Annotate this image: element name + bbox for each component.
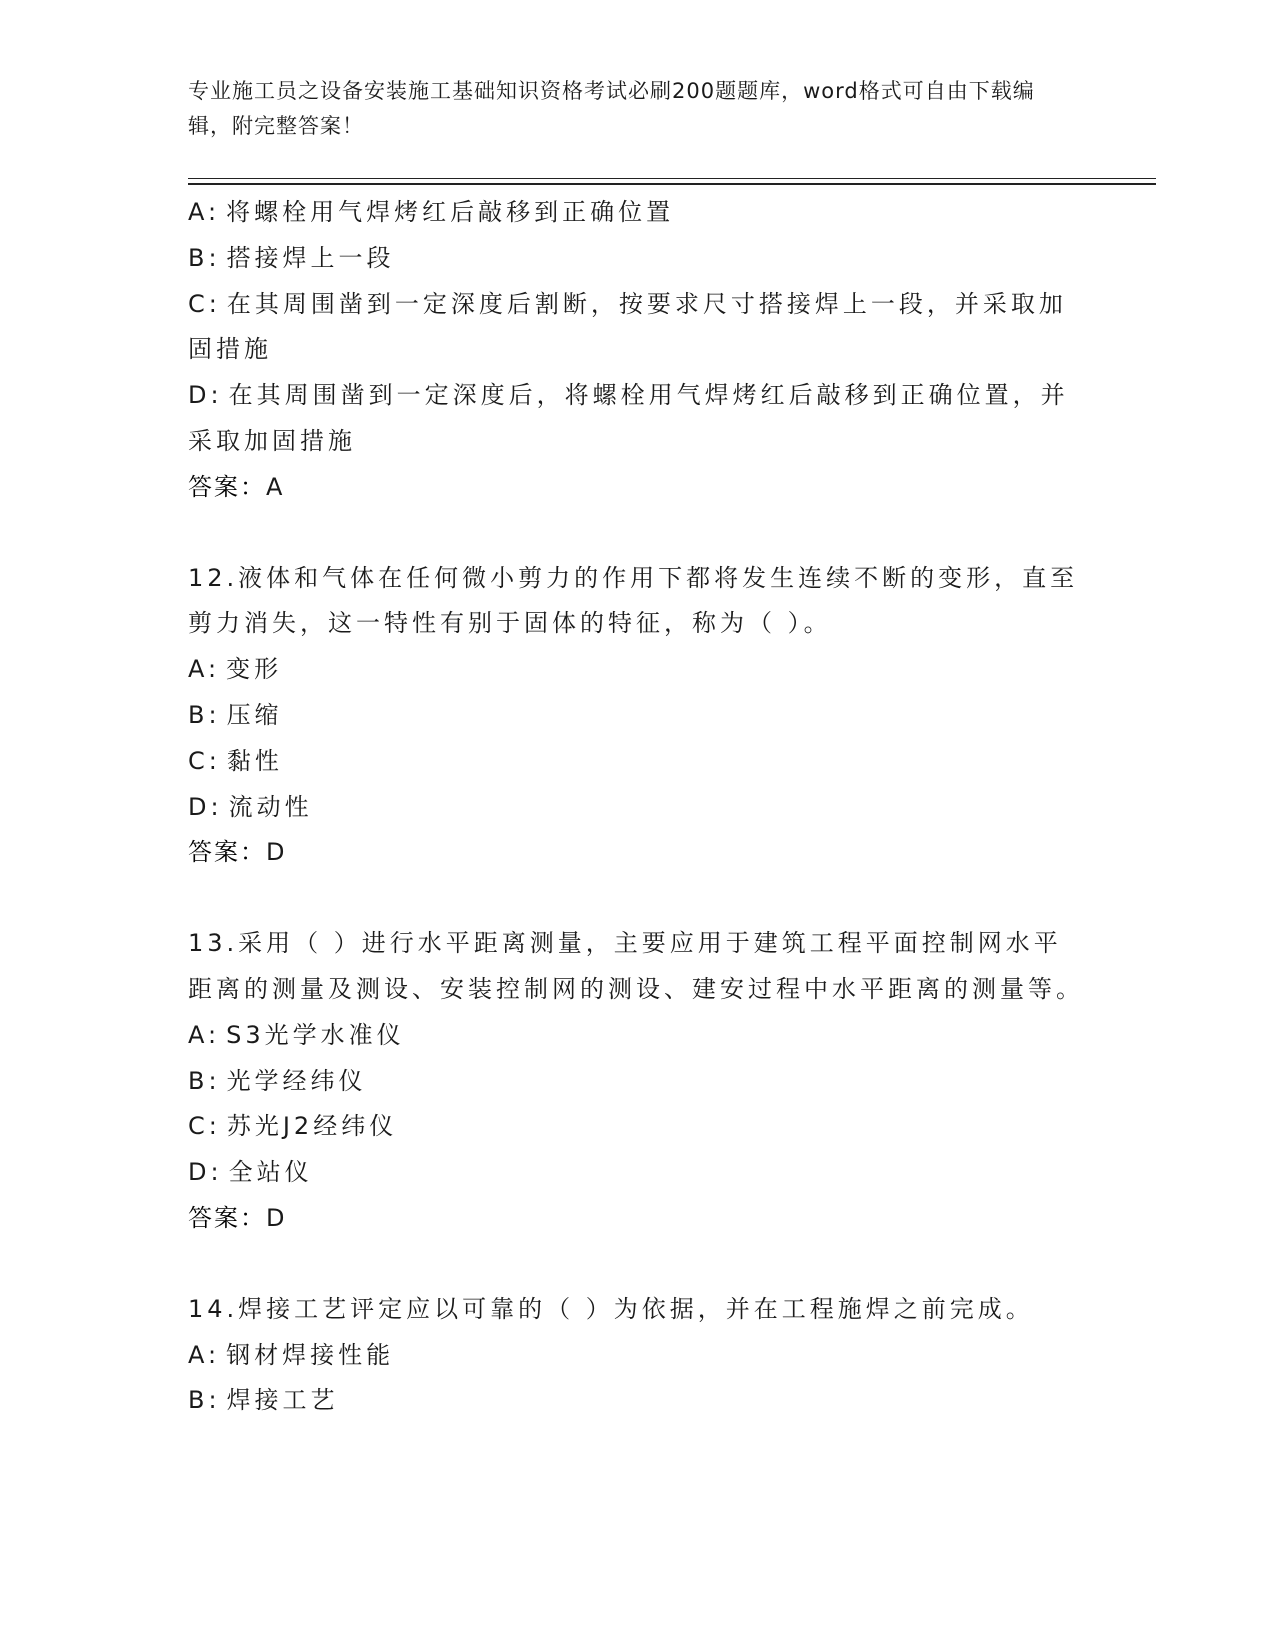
option-b: B: 焊接工艺: [188, 1386, 339, 1415]
option-d: D: 在其周围凿到一定深度后，将螺栓用气焊烤红后敲移到正确位置，并采取加固措施: [188, 381, 1069, 455]
document-header: 专业施工员之设备安装施工基础知识资格考试必刷200题题库，word格式可自由下载编辑，附完整答案！: [188, 79, 1035, 138]
option-a: A: S3光学水准仪: [188, 1020, 405, 1049]
question-text: 12.液体和气体在任何微小剪力的作用下都将发生连续不断的变形，直至剪力消失，这一特性有别于固体的特征，称为（ ）。: [188, 563, 1079, 638]
option-a: A: 变形: [188, 655, 283, 684]
option-d: D: 全站仪: [188, 1158, 313, 1187]
option-c: C: 苏光J2经纬仪: [188, 1112, 398, 1141]
question-11: [188, 190, 1088, 511]
question-text: 14.焊接工艺评定应以可靠的（ ）为依据，并在工程施焊之前完成。: [188, 1294, 1034, 1323]
option-b: B: 搭接焊上一段: [188, 243, 395, 272]
question-14: [188, 1287, 1088, 1424]
option-a: A: 钢材焊接性能: [188, 1340, 395, 1369]
option-c: C: 在其周围凿到一定深度后割断，按要求尺寸搭接焊上一段，并采取加固措施: [188, 289, 1067, 364]
question-13: [188, 921, 1088, 1242]
option-c: C: 黏性: [188, 746, 283, 775]
answer: 答案：D: [188, 838, 287, 867]
question-12: [188, 556, 1088, 877]
header-divider-thick: [188, 183, 1156, 185]
question-text: 13.采用（ ）进行水平距离测量，主要应用于建筑工程平面控制网水平距离的测量及测设、安装控制网的测设、建安过程中水平距离的测量等。: [188, 929, 1084, 1003]
option-d: D: 流动性: [188, 792, 313, 821]
answer: 答案：A: [188, 472, 285, 501]
answer: 答案：D: [188, 1203, 287, 1232]
option-b: B: 光学经纬仪: [188, 1066, 367, 1095]
option-b: B: 压缩: [188, 700, 283, 729]
option-a: A: 将螺栓用气焊烤红后敲移到正确位置: [188, 198, 675, 226]
question-content: [188, 190, 1088, 1424]
header-divider-thin: [188, 178, 1156, 179]
